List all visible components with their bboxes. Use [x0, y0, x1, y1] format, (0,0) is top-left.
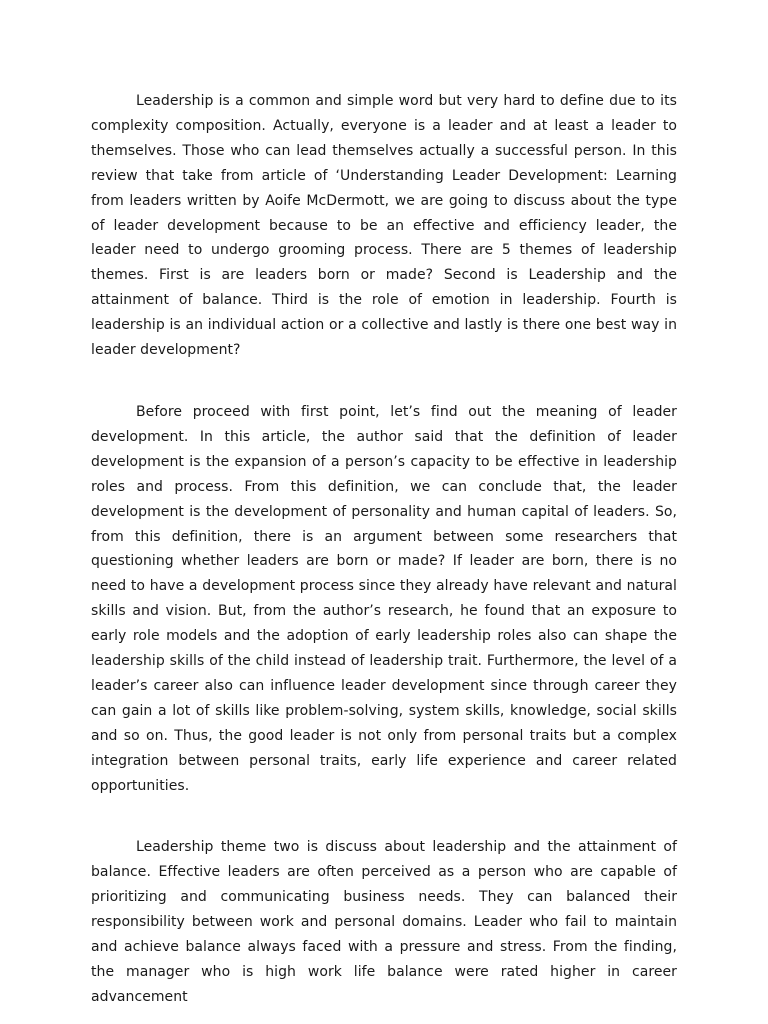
paragraph-theme-two: Leadership theme two is discuss about leadership and the attainment of balance. Effective leaders are often perceived as a person who are capable of prioritizing and communicating business needs. They can balanced their responsibility between work and personal domains. Leader who fail to maintain and achieve balance always faced with a pressure and stress. From the finding, the manager who is high work life balance were rated higher in career advancement	[91, 839, 677, 1005]
document-body	[91, 89, 677, 1010]
paragraph-intro: Leadership is a common and simple word but very hard to define due to its complexity composition. Actually, everyone is a leader and at least a leader to themselves. Those who can lead themselves actually a successful person. In this review that take from article of ‘Understanding Leader Development: Learning from leaders written by Aoife McDermott, we are going to discuss about the type of leader development because to be an effective and efficiency leader, the leader need to undergo grooming process. There are 5 themes of leadership themes. First is are leaders born or made? Second is Leadership and the attainment of balance. Third is the role of emotion in leadership. Fourth is leadership is an individual action or a collective and lastly is there one best way in leader development?	[91, 93, 677, 359]
paragraph-leader-development: Before proceed with first point, let’s find out the meaning of leader development. In this article, the author said that the definition of leader development is the expansion of a person’s capacity to be effective in leadership roles and process. From this definition, we can conclude that, the leader development is the development of personality and human capital of leaders. So, from this definition, there is an argument between some researchers that questioning whether leaders are born or made? If leader are born, there is no need to have a development process since they already have relevant and natural skills and vision. But, from the author’s research, he found that an exposure to early role models and the adoption of early leadership roles also can shape the leadership skills of the child instead of leadership trait. Furthermore, the level of a leader’s career also can influence leader development since through career they can gain a lot of skills like problem-solving, system skills, knowledge, social skills and so on. Thus, the good leader is not only from personal traits but a complex integration between personal traits, early life experience and career related opportunities.	[91, 403, 677, 794]
